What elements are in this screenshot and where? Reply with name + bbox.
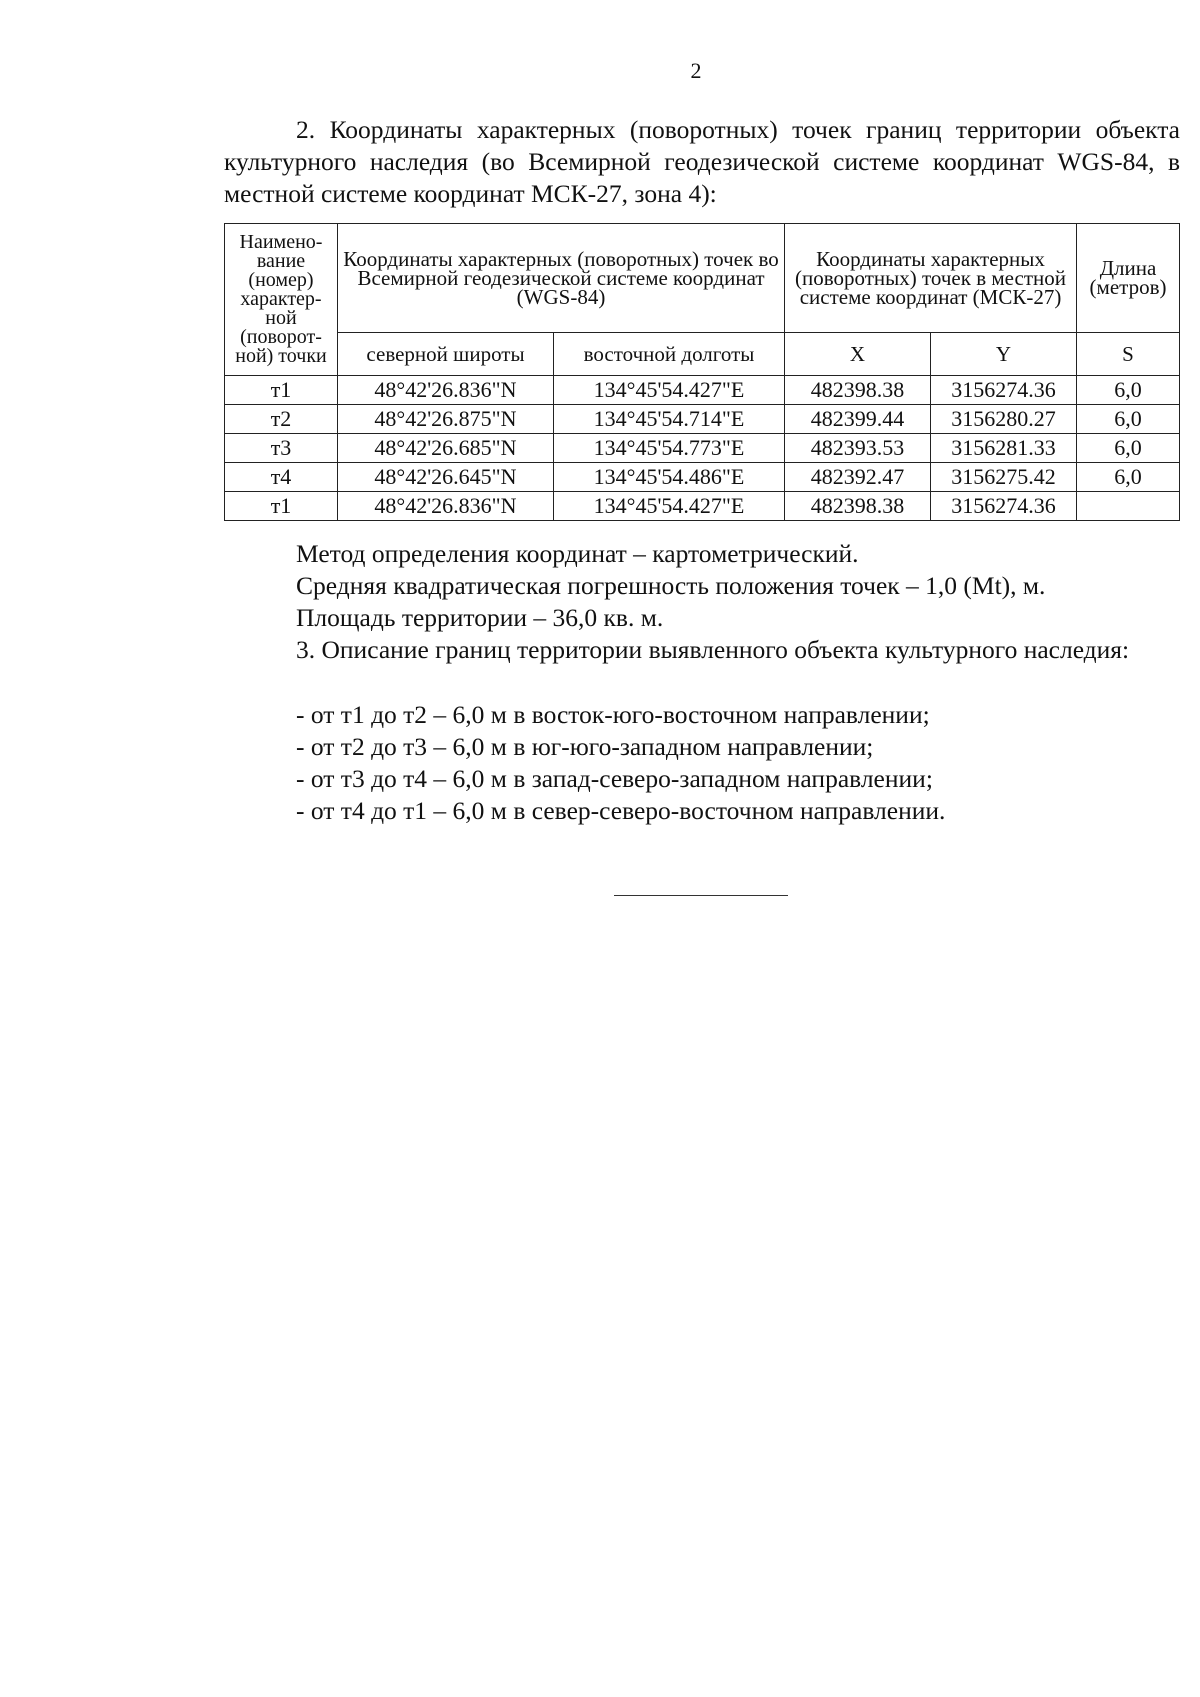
longitude-cell: 134°45'54.714"E <box>554 405 785 434</box>
longitude-header: восточной долготы <box>554 333 785 376</box>
latitude-cell: 48°42'26.685"N <box>338 434 554 463</box>
area-line: Площадь территории – 36,0 кв. м. <box>296 603 664 632</box>
boundary-description <box>224 699 1180 827</box>
point-cell: т1 <box>225 492 338 521</box>
point-cell: т2 <box>225 405 338 434</box>
s-cell: 6,0 <box>1077 434 1180 463</box>
latitude-cell: 48°42'26.836"N <box>338 492 554 521</box>
end-rule <box>614 895 788 896</box>
boundary-line: - от т2 до т3 – 6,0 м в юг-юго-западном направлении; <box>296 732 874 761</box>
wgs84-coordinates-header: Координаты характерных (поворотных) точек во Всемирной геодезической системе координат (WGS-84) <box>338 224 785 333</box>
y-cell: 3156275.42 <box>931 463 1077 492</box>
table-row <box>225 463 1180 492</box>
point-cell: т3 <box>225 434 338 463</box>
section-3-paragraph: 3. Описание границ территории выявленного объекта культурного наследия: <box>296 635 1130 664</box>
table-row <box>225 376 1180 405</box>
accuracy-line: Средняя квадратическая погрешность положения точек – 1,0 (Mt), м. <box>296 571 1046 600</box>
boundary-line: - от т1 до т2 – 6,0 м в восток-юго-восточном направлении; <box>296 700 930 729</box>
method-notes <box>224 538 1180 634</box>
x-cell: 482399.44 <box>785 405 931 434</box>
y-header: Y <box>931 333 1077 376</box>
x-cell: 482392.47 <box>785 463 931 492</box>
table-row <box>225 405 1180 434</box>
latitude-cell: 48°42'26.836"N <box>338 376 554 405</box>
longitude-cell: 134°45'54.773"E <box>554 434 785 463</box>
table-row <box>225 492 1180 521</box>
longitude-cell: 134°45'54.427"E <box>554 492 785 521</box>
length-header: Длина (метров) <box>1077 224 1180 333</box>
x-header: X <box>785 333 931 376</box>
point-name-header: Наимено-вание (номер) характер-ной (поворот-ной) точки <box>225 224 338 376</box>
y-cell: 3156274.36 <box>931 376 1077 405</box>
boundary-line: - от т3 до т4 – 6,0 м в запад-северо-западном направлении; <box>296 764 933 793</box>
s-cell <box>1077 492 1180 521</box>
method-line: Метод определения координат – картометрический. <box>296 539 859 568</box>
boundary-line: - от т4 до т1 – 6,0 м в север-северо-восточном направлении. <box>296 796 946 825</box>
latitude-cell: 48°42'26.875"N <box>338 405 554 434</box>
y-cell: 3156274.36 <box>931 492 1077 521</box>
latitude-header: северной широты <box>338 333 554 376</box>
longitude-cell: 134°45'54.427"E <box>554 376 785 405</box>
s-cell: 6,0 <box>1077 463 1180 492</box>
point-cell: т1 <box>225 376 338 405</box>
y-cell: 3156281.33 <box>931 434 1077 463</box>
section-2-paragraph: 2. Координаты характерных (поворотных) точек границ территории объекта культурного наследия (во Всемирной геодезической системе координат WGS-84, в местной системе координат МСК-27, зона 4): <box>224 115 1180 208</box>
point-cell: т4 <box>225 463 338 492</box>
latitude-cell: 48°42'26.645"N <box>338 463 554 492</box>
s-cell: 6,0 <box>1077 376 1180 405</box>
coordinates-table <box>224 223 1180 521</box>
s-cell: 6,0 <box>1077 405 1180 434</box>
x-cell: 482393.53 <box>785 434 931 463</box>
y-cell: 3156280.27 <box>931 405 1077 434</box>
s-header: S <box>1077 333 1180 376</box>
page-number: 2 <box>690 58 702 83</box>
table-row <box>225 434 1180 463</box>
longitude-cell: 134°45'54.486"E <box>554 463 785 492</box>
x-cell: 482398.38 <box>785 376 931 405</box>
x-cell: 482398.38 <box>785 492 931 521</box>
msk27-coordinates-header: Координаты характерных (поворотных) точек в местной системе координат (МСК-27) <box>785 224 1077 333</box>
